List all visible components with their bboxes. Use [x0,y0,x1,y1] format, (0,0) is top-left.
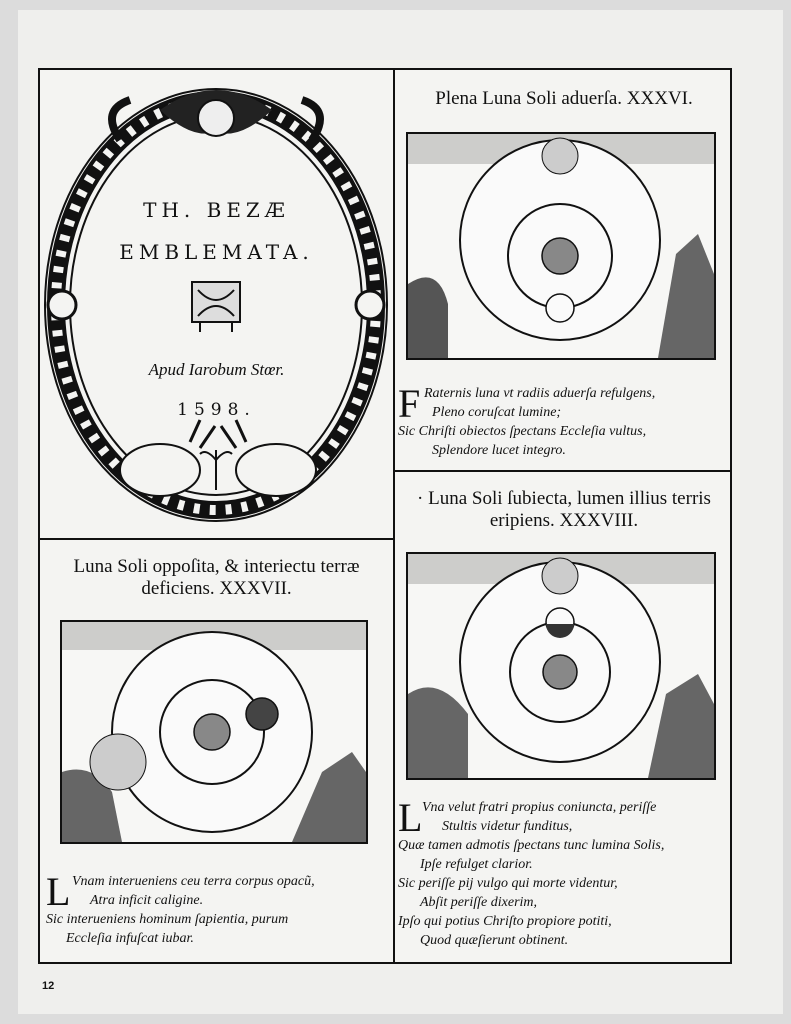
emblem-37-line-3: Sic interueniens hominum ſapientia, purum [46,912,289,927]
emblem-37-line-1: Vnam interueniens ceu terra corpus opacũ, [72,874,315,889]
emblem-38-line-3: Quæ tamen admotis ſpectans tunc lumina Solis, [398,838,665,853]
emblem-38-heading-line-1: · Luna Soli ſubiecta, lumen illius terris [417,488,711,509]
emblem-36-heading: Plena Luna Soli aduerſa. XXXVI. [435,88,693,109]
emblem-38-line-7: Ipſo qui potius Chriſto propiore potiti, [398,914,612,929]
title-line-2: EMBLEMATA. [119,240,314,264]
page-number: 12 [42,980,55,992]
emblem-36-line-4: Splendore lucet integro. [432,443,566,458]
left-row-divider [38,538,395,540]
emblem-37-heading-line-2: deficiens. XXXVII. [141,578,292,599]
emblem-38-line-8: Quod quæſierunt obtinent. [420,933,569,948]
emblem-36-verse [398,381,728,464]
publication-year: 1598. [177,400,256,420]
title-page-panel [40,70,393,538]
emblem-37-heading-line-1: Luna Soli oppoſita, & interiectu terræ [73,556,360,577]
emblem-36-woodcut [406,132,716,360]
emblem-38-line-5: Sic periſſe pij vulgo qui morte videntur, [398,876,618,891]
emblem-37-initial: L [46,869,71,914]
ornamental-cartouche [40,70,393,538]
emblem-37-line-4: Eccleſia infuſcat iubar. [66,931,194,946]
emblem-38-heading-line-2: eripiens. XXXVIII. [489,510,639,531]
emblem-37-woodcut [60,620,368,844]
publisher-line: Apud Iarobum Stœr. [148,360,285,379]
emblem-38-verse [398,795,728,948]
emblem-37-verse [46,869,386,952]
emblem-38-line-6: Abſit periſſe dixerim, [420,895,538,910]
emblem-38-line-2: Stultis videtur funditus, [442,819,573,834]
emblem-36-line-3: Sic Chriſti obiectos ſpectans Eccleſia vultus, [398,424,647,439]
emblem-38-line-4: Ipſe refulget clarior. [420,857,533,872]
emblem-37-heading [40,556,393,600]
emblem-38-heading [396,488,732,532]
emblem-38-line-1: Vna velut fratri propius coniuncta, periſſe [422,800,657,815]
emblem-36-line-2: Pleno coruſcat lumine; [432,405,562,420]
emblem-36-line-1: Raternis luna vt radiis aduerſa refulgens, [424,386,656,401]
column-divider [393,68,395,964]
emblem-38-woodcut [406,552,716,780]
emblem-37-line-2: Atra inficit caligine. [90,893,204,908]
title-line-1: TH. BEZÆ [143,198,290,222]
right-row-divider [393,470,732,472]
emblem-38-initial: L [398,795,423,840]
emblem-36-initial: F [398,381,421,426]
